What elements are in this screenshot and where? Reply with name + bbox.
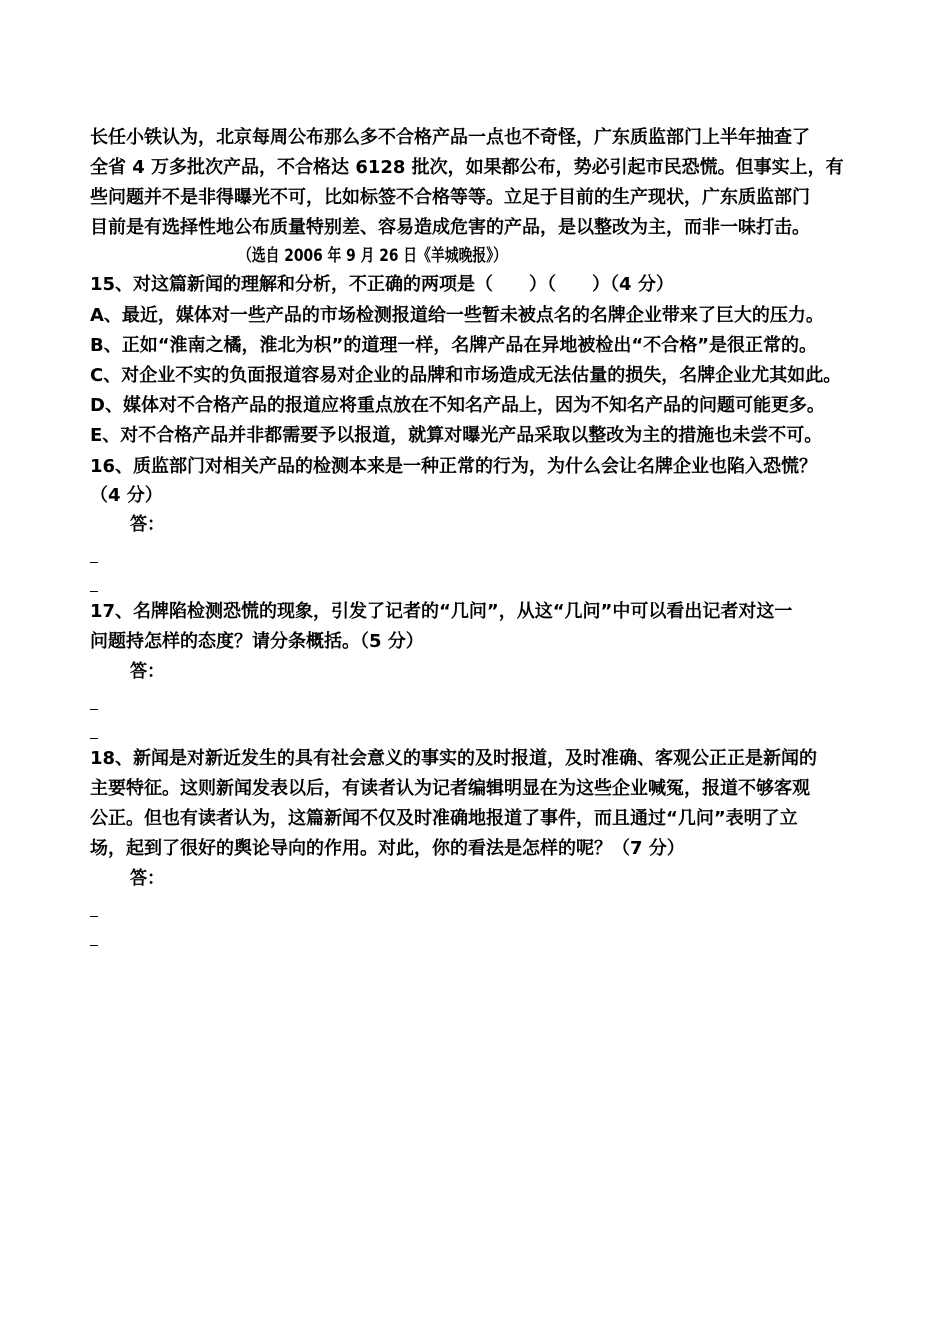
- answer-label: 答：: [130, 514, 165, 535]
- answer-blank[interactable]: [90, 562, 98, 563]
- answer-blank[interactable]: [90, 738, 98, 739]
- answer-blank[interactable]: [90, 916, 98, 917]
- answer-blank[interactable]: [90, 591, 98, 592]
- option-b: B、正如“淮南之橘，淮北为枳”的道理一样，名牌产品在异地被检出“不合格”是很正常的。: [90, 335, 818, 356]
- passage-line: 目前是有选择性地公布质量特别差、容易造成危害的产品，是以整改为主，而非一味打击。: [90, 217, 810, 238]
- question-stem: 16、质监部门对相关产品的检测本来是一种正常的行为，为什么会让名牌企业也陷入恐慌？: [90, 456, 818, 477]
- question-stem: 17、名牌陷检测恐慌的现象，引发了记者的“几问”，从这“几问”中可以看出记者对这一: [90, 601, 793, 622]
- answer-blank[interactable]: [90, 945, 98, 946]
- question-stem: 15、对这篇新闻的理解和分析，不正确的两项是（ ）（ ）（4 分）: [90, 274, 674, 295]
- answer-blank[interactable]: [90, 709, 98, 710]
- question-stem: 场，起到了很好的舆论导向的作用。对此，你的看法是怎样的呢？（7 分）: [90, 838, 685, 859]
- passage-line: 全省 4 万多批次产品，不合格达 6128 批次，如果都公布，势必引起市民恐慌。但事实上，有: [90, 157, 844, 178]
- option-e: E、对不合格产品并非都需要予以报道，就算对曝光产品采取以整改为主的措施也未尝不可。: [90, 425, 823, 446]
- option-a: A、最近，媒体对一些产品的市场检测报道给一些暂未被点名的名牌企业带来了巨大的压力。: [90, 305, 824, 326]
- question-stem: 18、新闻是对新近发生的具有社会意义的事实的及时报道，及时准确、客观公正正是新闻的: [90, 748, 818, 769]
- answer-label: 答：: [130, 868, 165, 889]
- answer-label: 答：: [130, 661, 165, 682]
- passage-line: 长任小铁认为，北京每周公布那么多不合格产品一点也不奇怪，广东质监部门上半年抽查了: [90, 127, 810, 148]
- option-c: C、对企业不实的负面报道容易对企业的品牌和市场造成无法估量的损失，名牌企业尤其如此。: [90, 365, 842, 386]
- question-stem: 主要特征。这则新闻发表以后，有读者认为记者编辑明显在为这些企业喊冤，报道不够客观: [90, 778, 810, 799]
- passage-line: 些问题并不是非得曝光不可，比如标签不合格等等。立足于目前的生产现状，广东质监部门: [90, 187, 810, 208]
- question-stem: 公正。但也有读者认为，这篇新闻不仅及时准确地报道了事件，而且通过“几问”表明了立: [90, 808, 798, 829]
- option-d: D、媒体对不合格产品的报道应将重点放在不知名产品上，因为不知名产品的问题可能更多。: [90, 395, 825, 416]
- question-stem: （4 分）: [90, 485, 163, 506]
- passage-source: （选自 2006 年 9 月 26 日《羊城晚报》）: [238, 246, 507, 266]
- question-stem: 问题持怎样的态度？请分条概括。（5 分）: [90, 631, 424, 652]
